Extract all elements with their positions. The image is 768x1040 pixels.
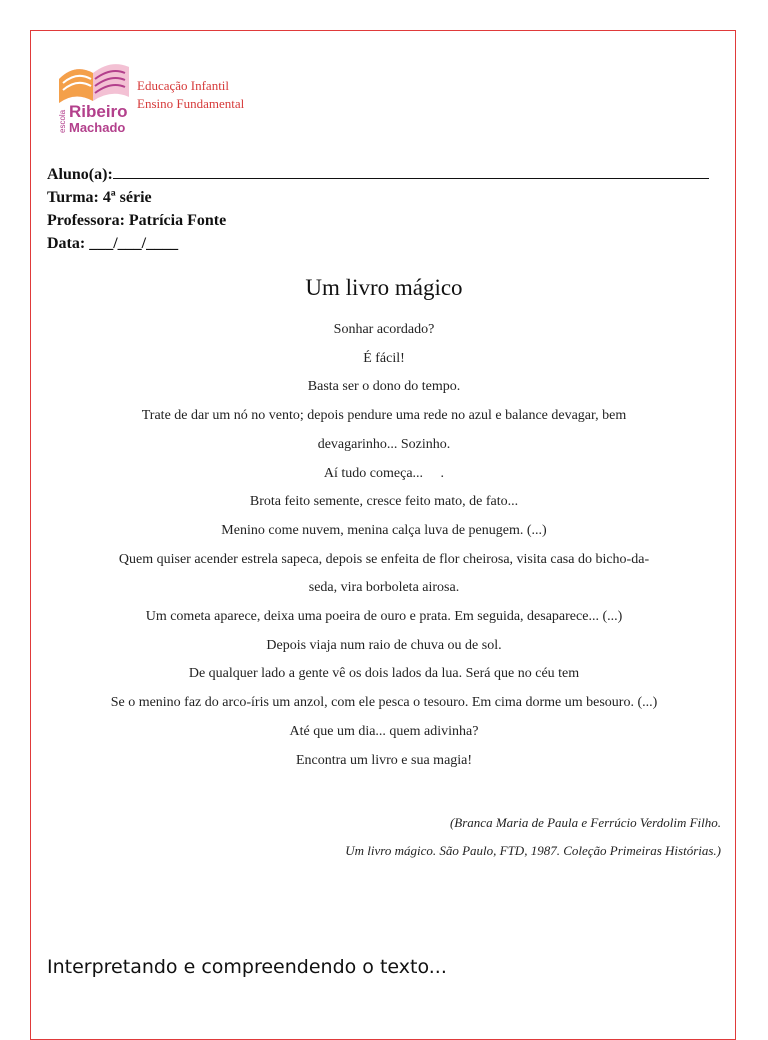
section-heading: Interpretando e compreendendo o texto... bbox=[47, 956, 447, 978]
citation-authors: (Branca Maria de Paula e Ferrúcio Verdolim Filho. bbox=[449, 815, 721, 830]
poem-line: Brota feito semente, cresce feito mato, de fato... bbox=[249, 494, 519, 510]
poem-line: devagarinho... Sozinho. bbox=[317, 436, 451, 452]
poem-line: Trate de dar um nó no vento; depois pendure uma rede no azul e balance devagar, bem bbox=[141, 408, 627, 424]
poem-line: É fácil! bbox=[363, 350, 405, 366]
svg-text:Ribeiro: Ribeiro bbox=[69, 102, 128, 121]
student-info bbox=[47, 163, 727, 255]
turma-row: Turma: 4ª série bbox=[47, 189, 152, 206]
school-level-infantil: Educação Infantil bbox=[137, 78, 230, 93]
poem bbox=[41, 316, 727, 775]
aluno-label: Aluno(a): bbox=[47, 166, 113, 183]
citation-source: Um livro mágico. São Paulo, FTD, 1987. Coleção Primeiras Histórias.) bbox=[345, 843, 721, 858]
poem-line: Até que um dia... quem adivinha? bbox=[289, 723, 479, 739]
poem-line: Depois viaja num raio de chuva ou de sol. bbox=[266, 637, 502, 653]
text-title: Um livro mágico bbox=[305, 275, 463, 300]
poem-line: Um cometa aparece, deixa uma poeira de ouro e prata. Em seguida, desaparece... (...) bbox=[145, 609, 623, 625]
poem-line: Se o menino faz do arco-íris um anzol, com ele pesca o tesouro. Em cima dorme um besouro. (...) bbox=[110, 695, 658, 711]
poem-line: Sonhar acordado? bbox=[333, 322, 435, 337]
poem-line: Encontra um livro e sua magia! bbox=[295, 752, 473, 768]
aluno-row bbox=[47, 163, 727, 186]
citation bbox=[345, 809, 721, 865]
aluno-blank-line bbox=[113, 164, 709, 179]
svg-text:Machado: Machado bbox=[69, 120, 126, 135]
svg-text:escola: escola bbox=[58, 109, 67, 133]
poem-line: Quem quiser acender estrela sapeca, depois se enfeita de flor cheirosa, visita casa do bicho-da- bbox=[118, 551, 650, 567]
poem-line: De qualquer lado a gente vê os dois lados da lua. Será que no céu tem bbox=[188, 666, 580, 682]
data-row: Data: ___/___/____ bbox=[47, 235, 179, 252]
poem-line: Aí tudo começa... . bbox=[323, 465, 445, 481]
school-level-fundamental: Ensino Fundamental bbox=[137, 96, 245, 111]
poem-line: Menino come nuvem, menina calça luva de penugem. (...) bbox=[221, 522, 547, 538]
school-logo bbox=[53, 57, 133, 135]
school-levels bbox=[137, 77, 244, 113]
poem-line: Basta ser o dono do tempo. bbox=[307, 379, 461, 395]
professora-row: Professora: Patrícia Fonte bbox=[47, 212, 227, 229]
worksheet-page bbox=[30, 30, 736, 1040]
poem-line: seda, vira borboleta airosa. bbox=[308, 580, 460, 596]
